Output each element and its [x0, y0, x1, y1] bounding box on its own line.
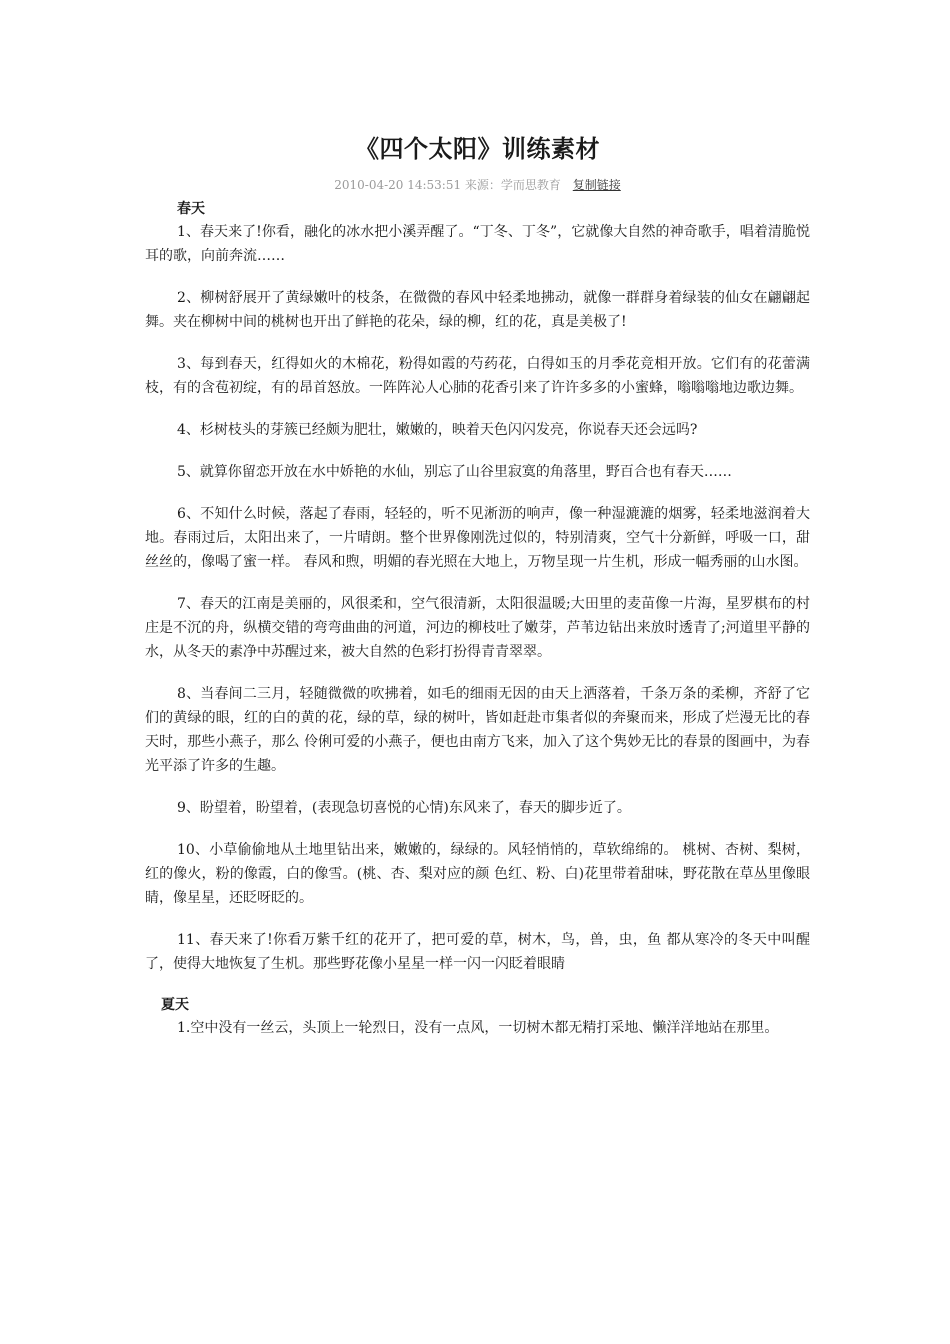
document-page: [145, 132, 810, 1040]
paragraph: 5、就算你留恋开放在水中娇艳的水仙，别忘了山谷里寂寞的角落里，野百合也有春天……: [177, 464, 732, 480]
paragraph: 9、盼望着，盼望着，(表现急切喜悦的心情)东风来了，春天的脚步近了。: [177, 800, 631, 816]
section-heading-spring: 春天: [177, 201, 205, 217]
copy-link-button[interactable]: 复制链接: [572, 178, 621, 192]
paragraph: 10、小草偷偷地从土地里钻出来，嫩嫩的，绿绿的。风轻悄悄的，草软绵绵的。 桃树、杏树、梨树，红的像火，粉的像霞，白的像雪。(桃、杏、梨对应的颜 色红、粉、白)花里带着甜味，野花散在草丛里像眼睛，像星星，还眨呀眨的。: [145, 842, 810, 906]
paragraph: 2、柳树舒展开了黄绿嫩叶的枝条，在微微的春风中轻柔地拂动，就像一群群身着绿装的仙女在翩翩起舞。夹在柳树中间的桃树也开出了鲜艳的花朵，绿的柳，红的花，真是美极了!: [145, 290, 810, 330]
article-title: 《四个太阳》训练素材: [355, 135, 600, 163]
paragraph: 8、当春间二三月，轻随微微的吹拂着，如毛的细雨无因的由天上洒落着，千条万条的柔柳，齐舒了它们的黄绿的眼，红的白的黄的花，绿的草，绿的树叶，皆如赶赴市集者似的奔聚而来，形成了烂漫无比的春天时，那些小燕子，那么 伶俐可爱的小燕子，便也由南方飞来，加入了这个隽妙无比的春景的图画中，为春光平添了许多的生趣。: [145, 686, 810, 774]
article-date-source: 2010-04-20 14:53:51 来源：学而思教育: [334, 178, 561, 192]
paragraph: 7、春天的江南是美丽的，风很柔和，空气很清新，太阳很温暖;大田里的麦苗像一片海，星罗棋布的村庄是不沉的舟，纵横交错的弯弯曲曲的河道，河边的柳枝吐了嫩芽，芦苇边钻出来放时透青了;河道里平静的水，从冬天的素净中苏醒过来，被大自然的色彩打扮得青青翠翠。: [145, 596, 810, 660]
paragraph: 1.空中没有一丝云，头顶上一轮烈日，没有一点风，一切树木都无精打采地、懒洋洋地站在那里。: [177, 1020, 779, 1036]
article-meta: [145, 176, 810, 194]
paragraph: 4、杉树枝头的芽簇已经颇为肥壮，嫩嫩的，映着天色闪闪发亮，你说春天还会远吗?: [177, 422, 698, 438]
paragraph: 3、每到春天，红得如火的木棉花，粉得如霞的芍药花，白得如玉的月季花竞相开放。它们有的花蕾满枝，有的含苞初绽，有的昂首怒放。一阵阵沁人心肺的花香引来了许许多多的小蜜蜂，嗡嗡嗡地边歌边舞。: [145, 356, 810, 396]
paragraph: 1、春天来了!你看，融化的冰水把小溪弄醒了。“丁冬、丁冬”，它就像大自然的神奇歌手，唱着清脆悦耳的歌，向前奔流……: [145, 224, 810, 264]
paragraph: 11、春天来了!你看万紫千红的花开了，把可爱的草，树木，鸟，兽，虫，鱼 都从寒冷的冬天中叫醒了，使得大地恢复了生机。那些野花像小星星一样一闪一闪眨着眼睛: [145, 932, 810, 972]
paragraph: 6、不知什么时候，落起了春雨，轻轻的，听不见淅沥的响声，像一种湿漉漉的烟雾，轻柔地滋润着大地。春雨过后，太阳出来了，一片晴朗。整个世界像刚洗过似的，特别清爽，空气十分新鲜，呼吸一口，甜丝丝的，像喝了蜜一样。 春风和煦，明媚的春光照在大地上，万物呈现一片生机，形成一幅秀丽的山水图。: [145, 506, 810, 570]
section-heading-summer: 夏天: [161, 997, 189, 1013]
